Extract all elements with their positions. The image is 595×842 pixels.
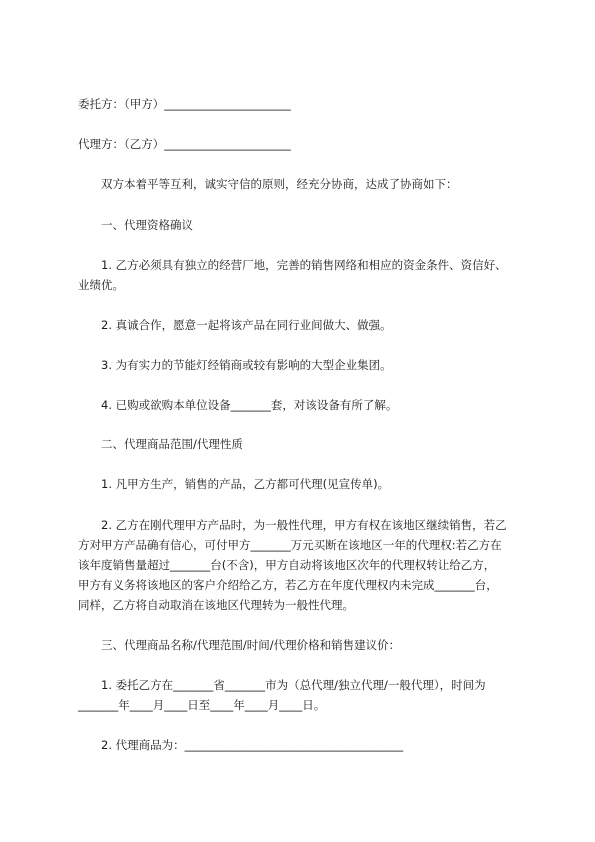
section2-item2-line3: 该年度销售量超过_______台(不含)，甲方自动将该地区次年的代理权转让给乙方， [78, 558, 496, 572]
section2-item2-line4: 甲方有义务将该地区的客户介绍给乙方，若乙方在年度代理权内未完成_______台， [78, 578, 498, 592]
section2-item2-line1: 2. 乙方在刚代理甲方产品时，为一般性代理，甲方有权在该地区继续销售，若乙 [101, 518, 507, 532]
agent-party-line: 代理方：（乙方）______________________ [78, 137, 291, 151]
section1-item1-line1: 1. 乙方必须具有独立的经营厂地，完善的销售网络和相应的资金条件、资信好、 [101, 258, 507, 272]
section2-item2-line5: 同样，乙方将自动取消在该地区代理转为一般性代理。 [78, 598, 354, 612]
preamble-paragraph: 双方本着平等互利，诚实守信的原则，经充分协商，达成了协商如下： [101, 177, 458, 191]
section3-item1-line2: _______年____月____日至____年____月____日。 [78, 698, 326, 712]
section3-item2: 2. 代理商品为：______________________________________ [101, 738, 404, 752]
section2-heading: 二、代理商品范围/代理性质 [101, 437, 243, 451]
section1-heading: 一、代理资格确议 [101, 218, 193, 232]
section1-item3: 3. 为有实力的节能灯经销商或较有影响的大型企业集团。 [101, 358, 392, 372]
section3-item1-line1: 1. 委托乙方在_______省_______市为（总代理/独立代理/一般代理），时间为 [101, 678, 486, 692]
section1-item1-line2: 业绩优。 [78, 278, 124, 292]
section2-item1: 1. 凡甲方生产，销售的产品，乙方都可代理(见宣传单)。 [101, 477, 390, 491]
section3-heading: 三、代理商品名称/代理范围/时间/代理价格和销售建议价： [101, 638, 401, 652]
section1-item2: 2. 真诚合作，愿意一起将该产品在同行业间做大、做强。 [101, 318, 392, 332]
section2-item2-line2: 方对甲方产品确有信心，可付甲方_______万元买断在该地区一年的代理权:若乙方在 [78, 538, 502, 552]
section1-item4: 4. 已购或欲购本单位设备_______套，对该设备有所了解。 [101, 398, 398, 412]
principal-party-line: 委托方：（甲方）______________________ [78, 97, 291, 111]
